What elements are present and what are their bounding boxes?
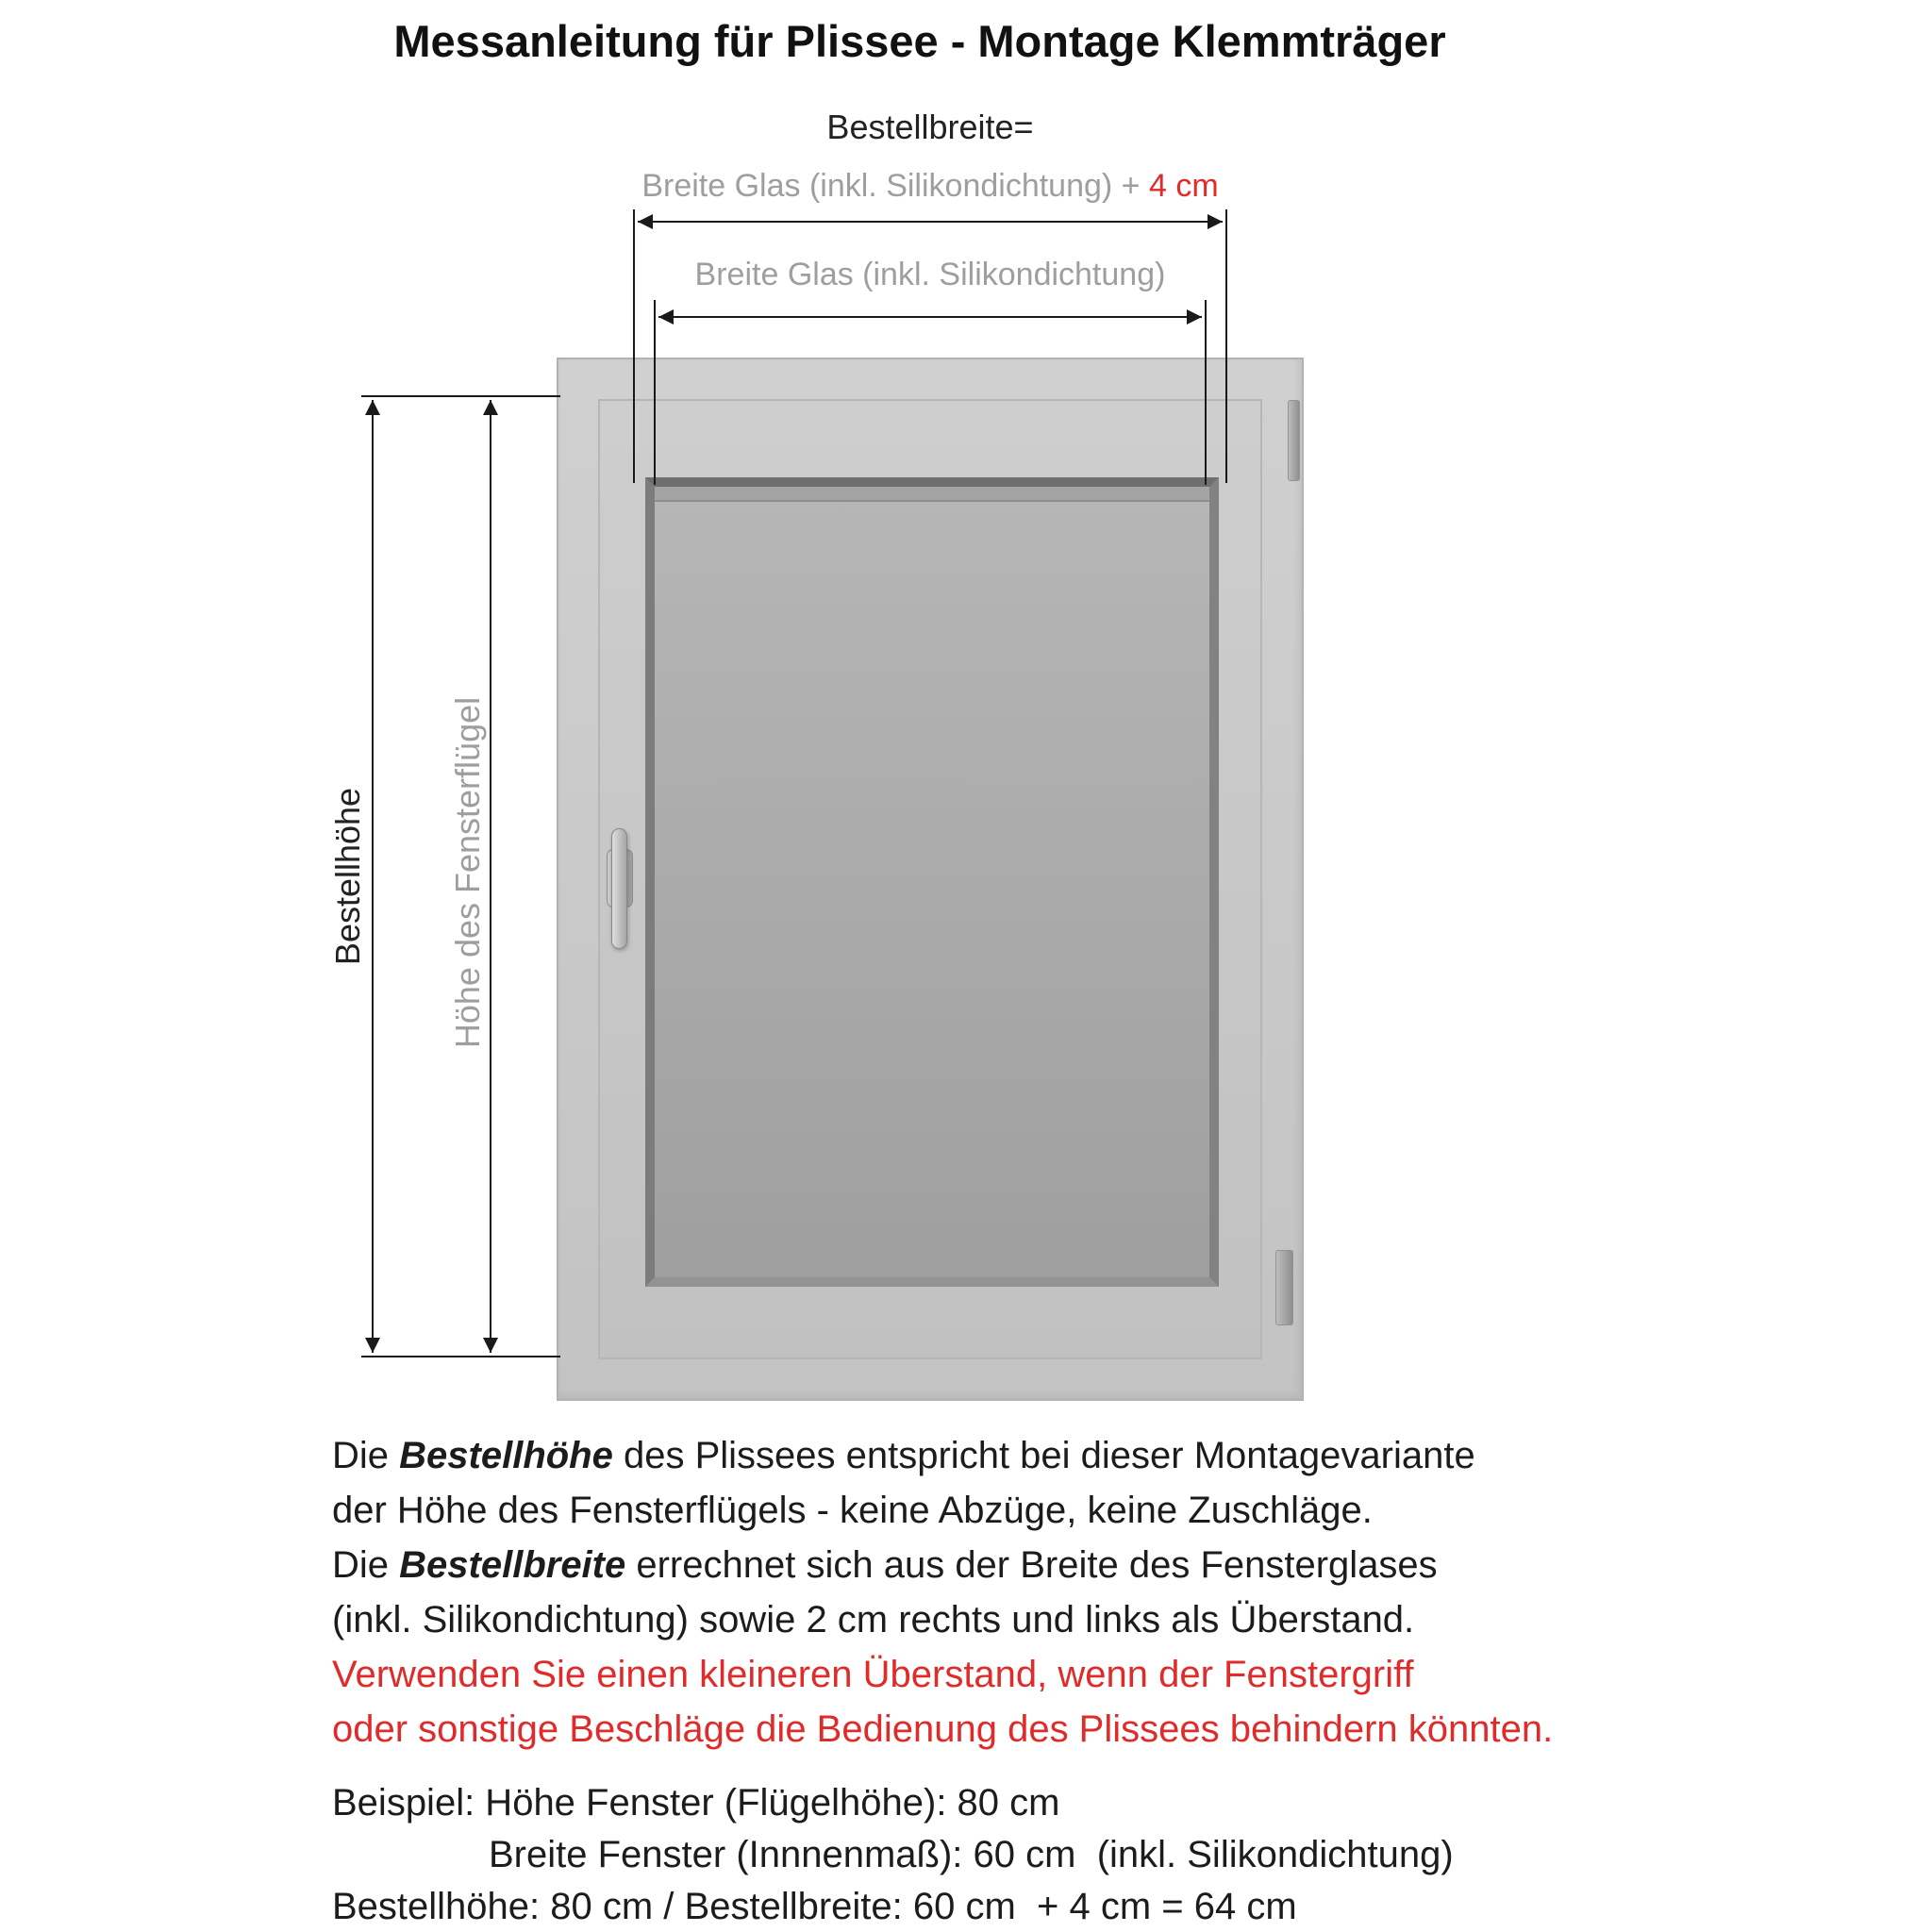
outer-width-label [641, 168, 1218, 205]
window-handle-icon [611, 828, 627, 949]
outer-width-highlight: 4 cm [1148, 168, 1219, 204]
example-text [332, 1777, 1454, 1932]
description-line [332, 1428, 1553, 1483]
example-line: Beispiel: Höhe Fenster (Flügelhöhe): 80 cm [332, 1782, 1060, 1824]
sash-height-label: Höhe des Fensterflügel [448, 696, 487, 1049]
hinge-bottom-icon [1275, 1250, 1293, 1325]
example-line: Breite Fenster (Innnenmaß): 60 cm (inkl. Silikondichtung) [489, 1834, 1454, 1875]
warning-line: Verwenden Sie einen kleineren Überstand, wenn der Fenstergriff [332, 1654, 1414, 1695]
description-text [332, 1428, 1553, 1757]
example-line: Bestellhöhe: 80 cm / Bestellbreite: 60 cm + 4 cm = 64 cm [332, 1886, 1297, 1927]
text-segment-emphasis: Bestellbreite [399, 1544, 626, 1586]
description-line [332, 1538, 1553, 1592]
warning-line: oder sonstige Beschläge die Bedienung des Plissees behindern könnten. [332, 1708, 1554, 1750]
text-segment: Die [332, 1544, 400, 1586]
window-glass [645, 477, 1219, 1287]
outer-width-text: Breite Glas (inkl. Silikondichtung) + [641, 168, 1149, 204]
description-line: (inkl. Silikondichtung) sowie 2 cm rechts und links als Überstand. [332, 1599, 1415, 1641]
hinge-top-icon [1288, 400, 1300, 481]
order-height-label: Bestellhöhe [328, 787, 367, 966]
page-title: Messanleitung für Plissee - Montage Klemmträger [393, 16, 1446, 66]
text-segment: des Plissees entspricht bei dieser Montagevariante [612, 1435, 1475, 1476]
description-line: der Höhe des Fensterflügels - keine Abzüge, keine Zuschläge. [332, 1490, 1373, 1531]
order-width-label: Bestellbreite= [826, 108, 1034, 146]
text-segment: errechnet sich aus der Breite des Fensterglases [625, 1544, 1438, 1586]
inner-width-label: Breite Glas (inkl. Silikondichtung) [694, 257, 1166, 292]
plissee-top-rail [655, 487, 1209, 502]
text-segment-emphasis: Bestellhöhe [399, 1435, 613, 1476]
text-segment: Die [332, 1435, 400, 1476]
window-frame [557, 358, 1304, 1401]
